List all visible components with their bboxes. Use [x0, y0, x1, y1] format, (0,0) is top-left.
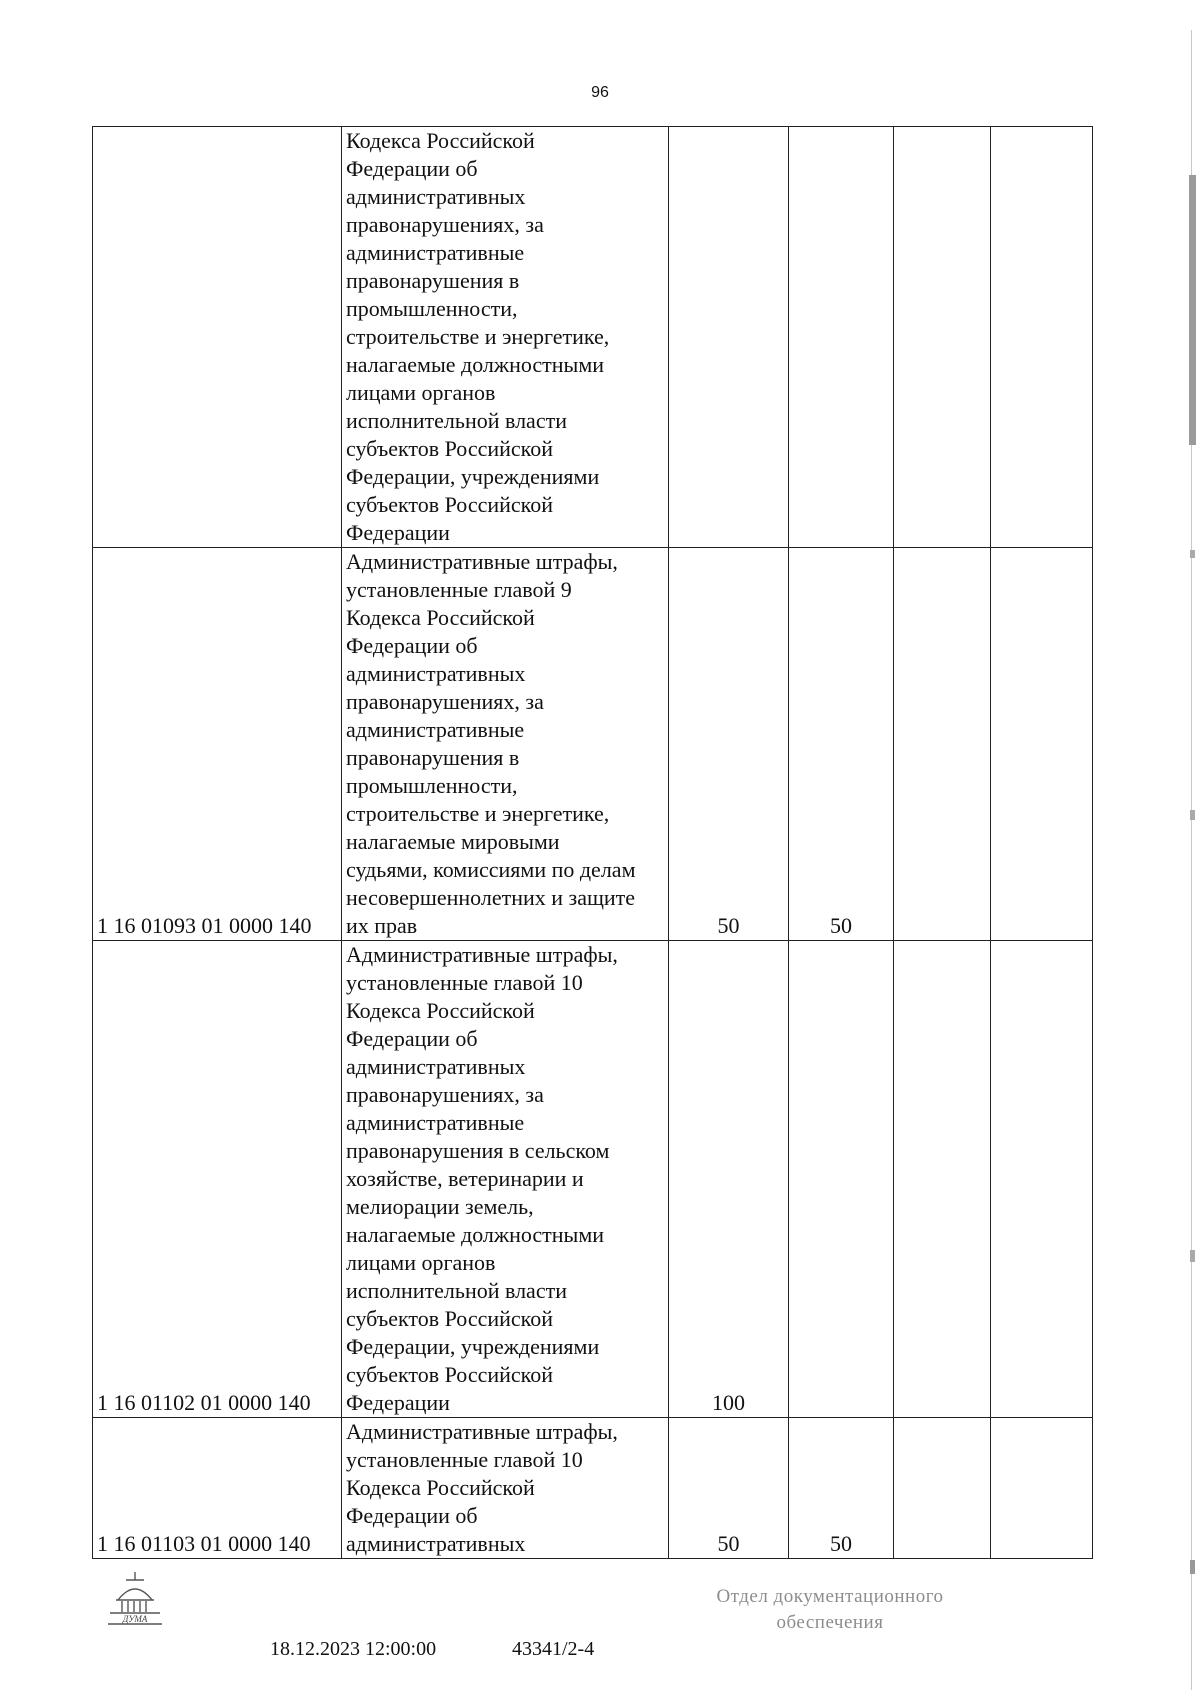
row-code: 1 16 01103 01 0000 140 [93, 1418, 342, 1559]
svg-text:ДУМА: ДУМА [122, 1614, 148, 1624]
table-row [93, 548, 1093, 941]
row-value-2 [789, 127, 894, 548]
row-code: 1 16 01102 01 0000 140 [93, 941, 342, 1418]
row-value-3 [894, 941, 991, 1418]
row-value-4 [991, 127, 1093, 548]
row-value-2 [789, 941, 894, 1418]
row-value-3 [894, 127, 991, 548]
row-value-2: 50 [789, 1418, 894, 1559]
row-value-1: 100 [669, 941, 789, 1418]
department-stamp [660, 1584, 1000, 1636]
row-value-4 [991, 548, 1093, 941]
row-description: Административные штрафы, установленные главой 9 Кодекса Российской Федерации об административных правонарушениях, за административные правонарушения в промышленности, строительстве и энергетике, налагаемые мировыми судьями, комиссиями по делам несовершеннолетних и защите их прав [342, 548, 669, 941]
stamp-line-2: обеспечения [776, 1612, 884, 1633]
table-row [93, 941, 1093, 1418]
table-row [93, 1418, 1093, 1559]
row-value-1: 50 [669, 548, 789, 941]
row-value-3 [894, 548, 991, 941]
row-value-4 [991, 1418, 1093, 1559]
budget-table [92, 126, 1093, 1559]
row-value-1 [669, 127, 789, 548]
duma-logo-icon [104, 1570, 166, 1628]
table-row [93, 127, 1093, 548]
footer-datetime: 18.12.2023 12:00:00 [270, 1638, 437, 1660]
row-value-2: 50 [789, 548, 894, 941]
scan-edge-strip [1188, 30, 1196, 1690]
row-description: Кодекса Российской Федерации об административных правонарушениях, за административные правонарушения в промышленности, строительстве и энергетике, налагаемые должностными лицами органов исполнительной власти субъектов Российской Федерации, учреждениями субъектов Российской Федерации [342, 127, 669, 548]
row-value-4 [991, 941, 1093, 1418]
row-description: Административные штрафы, установленные главой 10 Кодекса Российской Федерации об административных правонарушениях, за административные правонарушения в сельском хозяйстве, ветеринарии и мелиорации земель, налагаемые должностными лицами органов исполнительной власти субъектов Российской Федерации, учреждениями субъектов Российской Федерации [342, 941, 669, 1418]
row-code [93, 127, 342, 548]
stamp-line-1: Отдел документационного [716, 1586, 944, 1607]
row-value-3 [894, 1418, 991, 1559]
page-number: 96 [591, 84, 609, 101]
footer-doc-number: 43341/2-4 [512, 1638, 595, 1660]
row-description: Административные штрафы, установленные главой 10 Кодекса Российской Федерации об административных [342, 1418, 669, 1559]
row-code: 1 16 01093 01 0000 140 [93, 548, 342, 941]
row-value-1: 50 [669, 1418, 789, 1559]
